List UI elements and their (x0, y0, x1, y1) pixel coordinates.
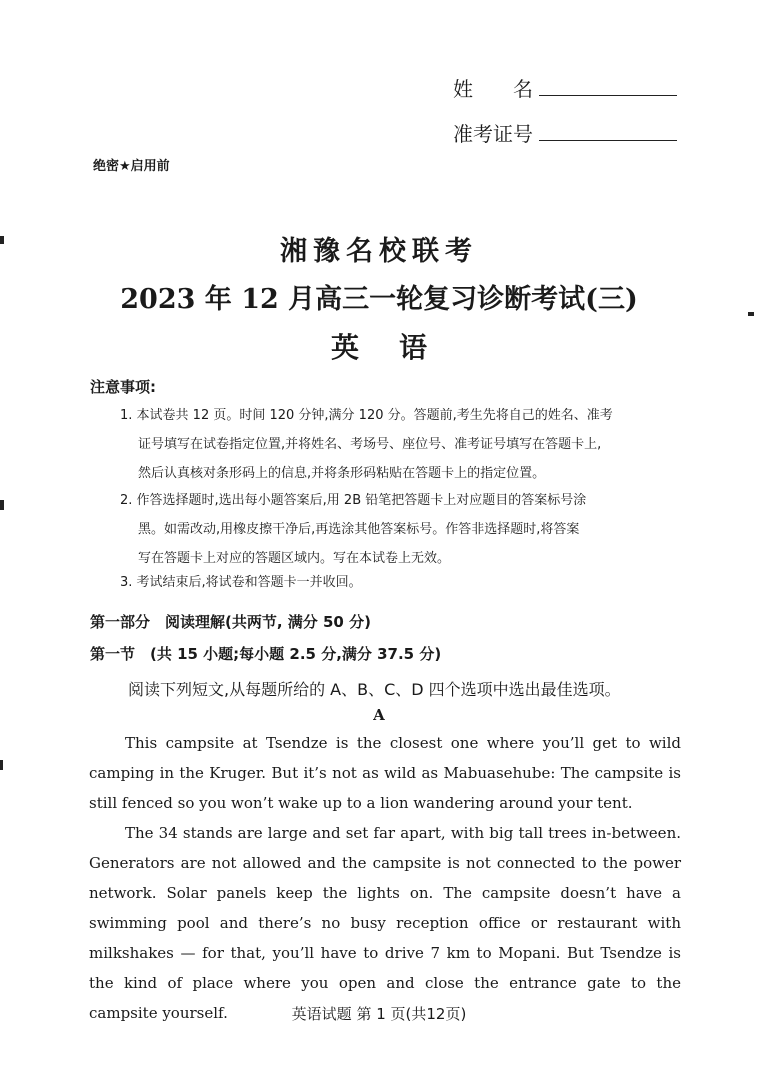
exam-organizer-title: 湘豫名校联考 (280, 236, 478, 267)
note-line: 2. 作答选择题时,选出每小题答案后,用 2B 铅笔把答题卡上对应题目的答案标号涂 (120, 493, 587, 508)
passage-paragraph (89, 728, 681, 818)
note-line: 证号填写在试卷指定位置,并将姓名、考场号、座位号、准考证号填写在答题卡上, (138, 437, 602, 452)
confidential-label: 绝密★启用前 (93, 159, 170, 174)
page-footer: 英语试题 第 1 页(共12页) (291, 1005, 467, 1023)
paragraph-text: The 34 stands are large and set far apart, with big tall trees in-between. Generators are not allowed and the campsite is not connected to the power network. Solar panels keep the lights on. The campsite doesn’t have a swimming pool and there’s no busy reception office or restaurant with milkshakes — for that, you’ll have to drive 7 km to Mopani. But Tsendze is the kind of place where you open and close the entrance gate to the campsite yourself. (89, 824, 681, 1022)
exam-number-field (453, 118, 677, 147)
instruction-text: 阅读下列短文,从每题所给的 A、B、C、D 四个选项中选出最佳选项。 (128, 680, 621, 699)
scan-mark (0, 500, 4, 510)
note-item (120, 401, 690, 488)
name-field (453, 73, 677, 102)
name-blank (539, 94, 677, 96)
note-line: 3. 考试结束后,将试卷和答题卡一并收回。 (120, 575, 362, 590)
exam-name-title: 2023 年 12 月高三一轮复习诊断考试(三) (120, 284, 638, 315)
exam-number-label: 准考证号 (453, 122, 533, 146)
subject-title: 英语 (330, 331, 467, 364)
note-item (120, 486, 690, 573)
note-line: 黑。如需改动,用橡皮擦干净后,再选涂其他答案标号。作答非选择题时,将答案 (138, 522, 580, 537)
note-item (120, 568, 690, 597)
note-line: 1. 本试卷共 12 页。时间 120 分钟,满分 120 分。答题前,考生先将自己的姓名、准考 (120, 408, 613, 423)
notes-heading: 注意事项: (90, 378, 156, 396)
note-line: 然后认真核对条形码上的信息,并将条形码粘贴在答题卡上的指定位置。 (138, 466, 546, 481)
passage-label: A (373, 706, 385, 724)
scan-mark (0, 760, 3, 770)
exam-number-blank (539, 139, 677, 141)
name-label: 姓 名 (453, 77, 533, 101)
section-heading: 第一节 (共 15 小题;每小题 2.5 分,满分 37.5 分) (90, 645, 442, 663)
paragraph-text: This campsite at Tsendze is the closest one where you’ll get to wild camping in the Kruger. But it’s not as wild as Mabuasehube: The campsite is still fenced so you won’t wake up to a lion wandering around your tent. (89, 734, 681, 812)
passage-paragraph (89, 818, 681, 1028)
note-line: 写在答题卡上对应的答题区域内。写在本试卷上无效。 (138, 551, 451, 566)
part-heading: 第一部分 阅读理解(共两节, 满分 50 分) (90, 613, 371, 631)
